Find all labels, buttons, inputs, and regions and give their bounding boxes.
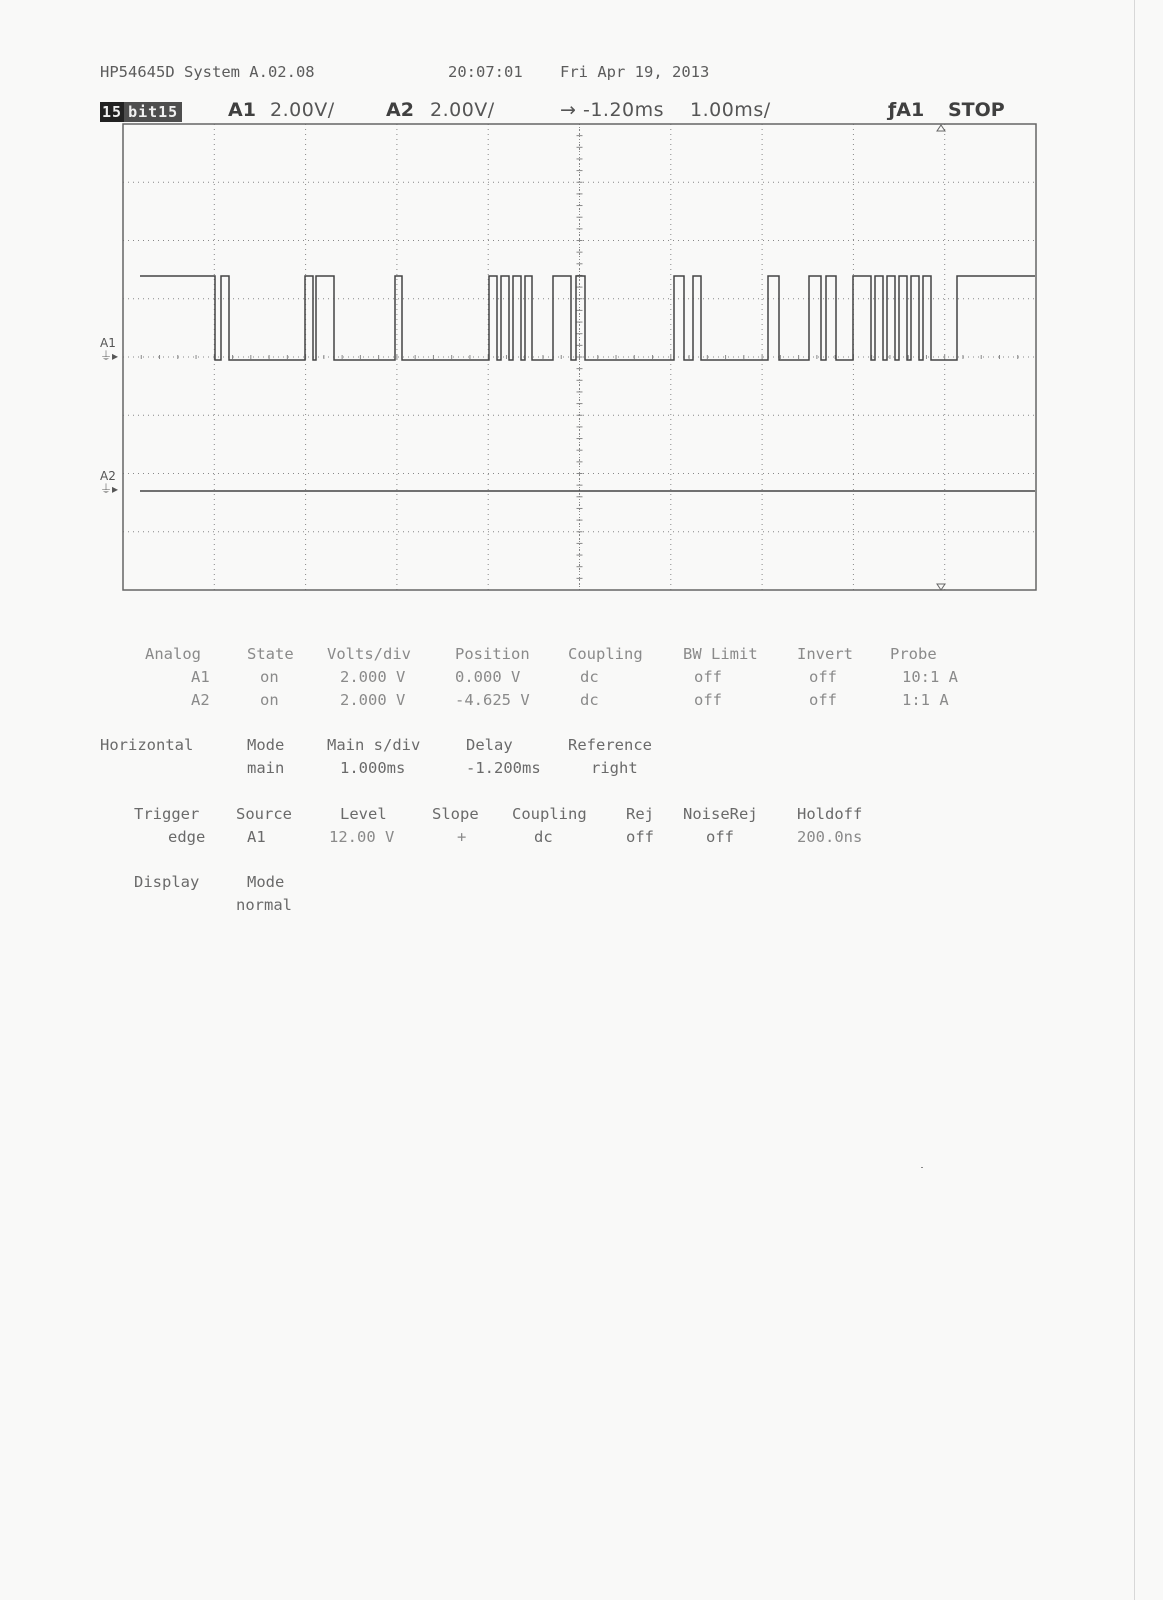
analog-header-state: State bbox=[247, 645, 294, 663]
display-mode-value: normal bbox=[236, 896, 292, 914]
horizontal-sdiv-value: 1.000ms bbox=[340, 759, 406, 777]
paper-speck bbox=[921, 1167, 923, 1168]
bus-label-badge: 15 bit15 bbox=[100, 102, 182, 122]
analog-row-a2-probe: 1:1 A bbox=[902, 691, 949, 709]
trigger-header-rej: Rej bbox=[626, 805, 654, 823]
analog-row-a2-position: -4.625 V bbox=[455, 691, 530, 709]
a2-scale-label: A2 bbox=[386, 99, 414, 121]
analog-header-probe: Probe bbox=[890, 645, 937, 663]
trigger-header-coupling: Coupling bbox=[512, 805, 587, 823]
a2-ground-marker: A2 ⏚▸ bbox=[100, 469, 119, 496]
trigger-title: Trigger bbox=[134, 805, 200, 823]
trigger-coupling-value: dc bbox=[534, 828, 553, 846]
analog-row-a2-bw: off bbox=[694, 691, 722, 709]
analog-row-a1-bw: off bbox=[694, 668, 722, 686]
analog-row-a1-invert: off bbox=[809, 668, 837, 686]
horizontal-mode-value: main bbox=[247, 759, 285, 777]
ground-arrow-icon: ⏚▸ bbox=[100, 482, 119, 496]
trigger-slope-value: + bbox=[457, 828, 467, 846]
analog-row-a2-coupling: dc bbox=[580, 691, 599, 709]
a1-scale-value: 2.00V/ bbox=[270, 99, 335, 121]
trigger-header-noiserej: NoiseRej bbox=[683, 805, 758, 823]
analog-header-bw: BW Limit bbox=[683, 645, 758, 663]
a2-scale-value: 2.00V/ bbox=[430, 99, 495, 121]
trigger-header-source: Source bbox=[236, 805, 292, 823]
trigger-header-slope: Slope bbox=[432, 805, 479, 823]
horizontal-title: Horizontal bbox=[100, 736, 194, 754]
trigger-holdoff-value: 200.0ns bbox=[797, 828, 863, 846]
horizontal-header-delay: Delay bbox=[466, 736, 513, 754]
trigger-type: edge bbox=[168, 828, 206, 846]
a1-ground-marker: A1 ⏚▸ bbox=[100, 336, 119, 363]
horizontal-header-sdiv: Main s/div bbox=[327, 736, 421, 754]
analog-header-position: Position bbox=[455, 645, 530, 663]
print-date: Fri Apr 19, 2013 bbox=[560, 63, 710, 81]
analog-row-a2-name: A2 bbox=[191, 691, 210, 709]
horizontal-reference-value: right bbox=[591, 759, 638, 777]
trigger-source-value: A1 bbox=[247, 828, 266, 846]
print-time: 20:07:01 bbox=[448, 63, 523, 81]
analog-row-a1-coupling: dc bbox=[580, 668, 599, 686]
trigger-header-holdoff: Holdoff bbox=[797, 805, 863, 823]
analog-row-a1-probe: 10:1 A bbox=[902, 668, 958, 686]
display-title: Display bbox=[134, 873, 200, 891]
analog-row-a2-state: on bbox=[260, 691, 279, 709]
analog-row-a1-volts: 2.000 V bbox=[340, 668, 406, 686]
a1-scale-label: A1 bbox=[228, 99, 256, 121]
analog-header-invert: Invert bbox=[797, 645, 853, 663]
analog-header-volts: Volts/div bbox=[327, 645, 411, 663]
analog-header-coupling: Coupling bbox=[568, 645, 643, 663]
analog-row-a1-state: on bbox=[260, 668, 279, 686]
model-version: HP54645D System A.02.08 bbox=[100, 63, 315, 81]
horizontal-header-reference: Reference bbox=[568, 736, 652, 754]
a1-waveform-trace bbox=[140, 276, 1035, 360]
analog-title: Analog bbox=[145, 645, 201, 663]
trigger-header-level: Level bbox=[340, 805, 387, 823]
trigger-source-indicator: ƒA1 bbox=[888, 99, 925, 121]
analog-row-a1-name: A1 bbox=[191, 668, 210, 686]
run-state-indicator: STOP bbox=[948, 99, 1005, 121]
trigger-noiserej-value: off bbox=[706, 828, 734, 846]
timebase-readout: 1.00ms/ bbox=[690, 99, 771, 121]
analog-row-a2-volts: 2.000 V bbox=[340, 691, 406, 709]
delay-readout: → -1.20ms bbox=[560, 99, 665, 121]
analog-row-a1-position: 0.000 V bbox=[455, 668, 521, 686]
trigger-rej-value: off bbox=[626, 828, 654, 846]
ground-arrow-icon: ⏚▸ bbox=[100, 349, 119, 363]
display-header-mode: Mode bbox=[247, 873, 285, 891]
trigger-level-value: 12.00 V bbox=[329, 828, 395, 846]
horizontal-header-mode: Mode bbox=[247, 736, 285, 754]
analog-row-a2-invert: off bbox=[809, 691, 837, 709]
horizontal-delay-value: -1.200ms bbox=[466, 759, 541, 777]
